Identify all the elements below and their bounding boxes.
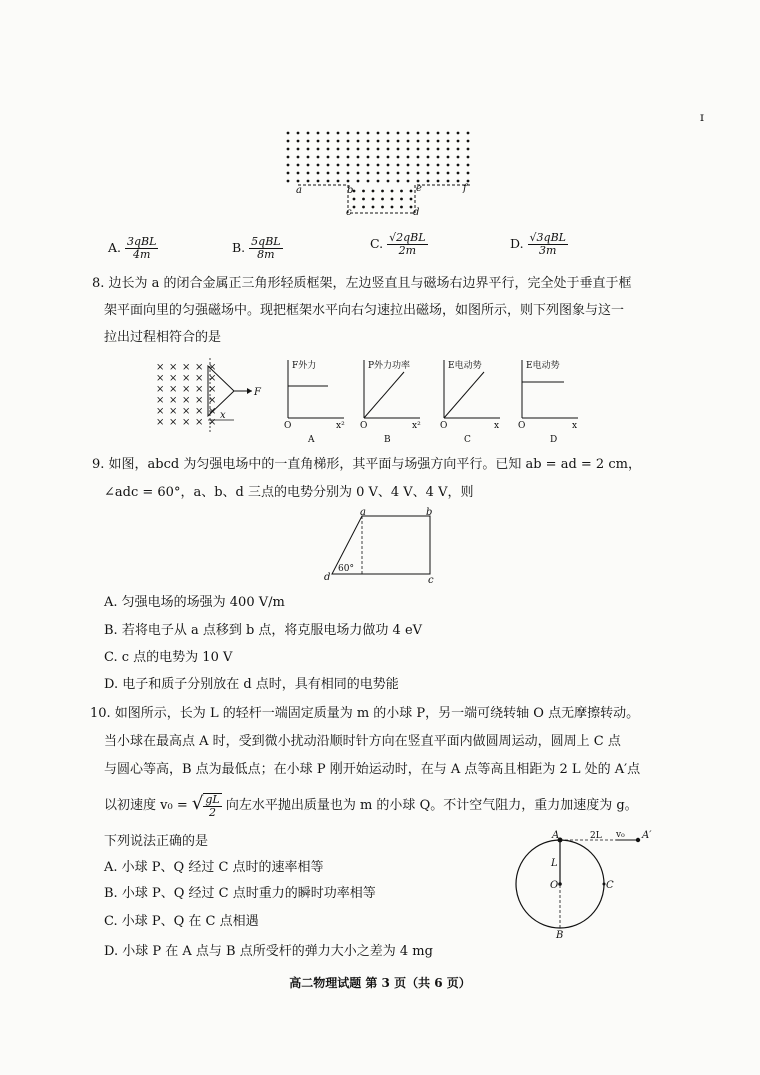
q10-line-3: 与圆心等高，B 点为最低点；在小球 P 刚开始运动时，在与 A 点等高且相距为 2 L 处的 A′点 [104, 762, 641, 777]
field-dot [357, 164, 360, 167]
svg-text:x: x [572, 421, 578, 431]
q8-graph-a [282, 356, 350, 444]
field-dot [317, 140, 320, 143]
svg-text:x²: x² [336, 421, 345, 431]
field-dot [287, 180, 290, 183]
field-dot [287, 140, 290, 143]
field-dot [427, 132, 430, 135]
svg-text:x²: x² [412, 421, 421, 431]
field-dot [407, 148, 410, 151]
field-cross: × [195, 406, 204, 417]
field-dot [367, 148, 370, 151]
label-B: B [556, 930, 564, 940]
q10-line-2: 当小球在最高点 A 时，受到微小扰动沿顺时针方向在竖直平面内做圆周运动，圆周上 C 点 [104, 734, 621, 749]
q8-line-2: 架平面向里的匀强磁场中。现把框架水平向右匀速拉出磁场，如图所示，则下列图象与这一 [104, 303, 625, 318]
label-a: a [360, 507, 366, 518]
field-dot [437, 172, 440, 175]
q8-line-3: 拉出过程相符合的是 [104, 330, 222, 345]
label-2L: 2L [590, 831, 602, 841]
graph-letter-c: C [464, 435, 471, 444]
svg-text:O: O [360, 421, 368, 431]
field-dot [417, 172, 420, 175]
field-dot [447, 132, 450, 135]
field-dot [427, 164, 430, 167]
field-dot [387, 172, 390, 175]
field-dot [447, 156, 450, 159]
field-dot [447, 140, 450, 143]
field-dot [407, 164, 410, 167]
field-dot [297, 140, 300, 143]
q9-line-2: ∠adc = 60°，a、b、d 三点的电势分别为 0 V、4 V、4 V，则 [104, 485, 474, 500]
field-dot [372, 206, 375, 209]
field-dot [357, 180, 360, 183]
field-dot [362, 190, 365, 193]
field-dot [357, 148, 360, 151]
field-cross: × [208, 373, 217, 384]
svg-text:E电动势: E电动势 [448, 361, 482, 371]
field-dot [417, 180, 420, 183]
q8-frame-figure [150, 358, 270, 432]
field-cross: × [169, 406, 178, 417]
q8-graph-d [516, 356, 584, 444]
field-dot [381, 206, 384, 209]
field-dot [347, 148, 350, 151]
field-dot [457, 132, 460, 135]
field-dot [307, 148, 310, 151]
field-dot [400, 206, 403, 209]
field-dot [397, 156, 400, 159]
label-b: b [347, 185, 354, 196]
field-dot [427, 172, 430, 175]
field-dot [467, 164, 470, 167]
field-dot [447, 172, 450, 175]
field-dot [407, 156, 410, 159]
field-cross: × [182, 373, 191, 384]
label-f: f [463, 183, 467, 194]
label-v0: v₀ [616, 830, 625, 840]
field-cross: × [195, 373, 204, 384]
field-dot [327, 180, 330, 183]
field-dot [317, 132, 320, 135]
field-dot [362, 206, 365, 209]
field-cross: × [169, 395, 178, 406]
field-dot [391, 190, 394, 193]
field-dot [367, 180, 370, 183]
q7-option-b: B. $\frac{\text{5qBL}}{8m}$ [232, 235, 281, 261]
field-dot [447, 148, 450, 151]
label-c: c [346, 207, 352, 218]
field-dot [407, 140, 410, 143]
field-dot [467, 180, 470, 183]
field-dot [377, 180, 380, 183]
field-dot [317, 172, 320, 175]
field-cross: × [156, 373, 165, 384]
field-dot [377, 172, 380, 175]
field-dot [437, 148, 440, 151]
field-dot [400, 198, 403, 201]
field-dot [367, 156, 370, 159]
field-dot [437, 180, 440, 183]
label-b: b [426, 507, 433, 518]
field-dot [297, 156, 300, 159]
field-dot [467, 148, 470, 151]
field-dot [307, 172, 310, 175]
field-dot [347, 140, 350, 143]
field-dot [457, 148, 460, 151]
field-cross: × [208, 395, 217, 406]
svg-text:E电动势: E电动势 [526, 361, 560, 371]
field-dot [467, 172, 470, 175]
field-dot [367, 172, 370, 175]
field-dot [400, 190, 403, 193]
field-dot [377, 164, 380, 167]
field-cross: × [208, 362, 217, 373]
field-dot [387, 164, 390, 167]
field-dot [357, 172, 360, 175]
q9-option-d: D. 电子和质子分别放在 d 点时，具有相同的电势能 [104, 677, 399, 692]
q10-circle-figure [510, 828, 670, 940]
field-dot [297, 148, 300, 151]
field-dot [357, 132, 360, 135]
field-dot [337, 132, 340, 135]
field-cross: × [208, 406, 217, 417]
field-dot [347, 164, 350, 167]
field-dot [457, 140, 460, 143]
field-dot [457, 180, 460, 183]
field-dot [357, 140, 360, 143]
field-dot [417, 132, 420, 135]
field-cross: × [182, 384, 191, 395]
field-cross: × [195, 362, 204, 373]
field-dot [377, 148, 380, 151]
q10-line-4: 以初速度 v₀ = √ $\frac{gL}{2}$ 向左水平抛出质量也为 m 的小球 Q。不计空气阻力，重力加速度为 g。 [104, 792, 638, 819]
field-dot [307, 140, 310, 143]
field-cross: × [195, 384, 204, 395]
field-dot [297, 132, 300, 135]
field-cross: × [169, 362, 178, 373]
q10-option-c: C. 小球 P、Q 在 C 点相遇 [104, 914, 259, 929]
field-dot [327, 164, 330, 167]
corner-mark: ɪ [700, 110, 704, 124]
x-label: x [220, 410, 226, 421]
field-dot [417, 140, 420, 143]
field-dot [417, 156, 420, 159]
field-dot [347, 172, 350, 175]
q10-line-5: 下列说法正确的是 [104, 834, 209, 849]
field-dot [457, 156, 460, 159]
label-c: c [428, 575, 434, 586]
field-dot [410, 198, 413, 201]
field-cross: × [182, 395, 191, 406]
label-C: C [606, 880, 614, 891]
q10-option-a: A. 小球 P、Q 经过 C 点时的速率相等 [104, 860, 324, 875]
field-dot [410, 206, 413, 209]
field-dot [317, 180, 320, 183]
field-dot [297, 180, 300, 183]
field-cross: × [156, 384, 165, 395]
angle-label: 60° [338, 564, 354, 574]
field-dot [427, 140, 430, 143]
field-dot [307, 164, 310, 167]
field-dot [377, 156, 380, 159]
field-dot [327, 148, 330, 151]
q10-option-b: B. 小球 P、Q 经过 C 点时重力的瞬时功率相等 [104, 886, 376, 901]
field-dot [397, 140, 400, 143]
field-dot [397, 180, 400, 183]
field-dot [397, 172, 400, 175]
field-cross: × [182, 406, 191, 417]
field-cross: × [182, 362, 191, 373]
field-dot [427, 180, 430, 183]
field-dot [353, 198, 356, 201]
field-dot [377, 132, 380, 135]
q9-option-c: C. c 点的电势为 10 V [104, 650, 233, 665]
q7-field-figure [270, 125, 490, 225]
field-dot [327, 156, 330, 159]
field-dot [417, 148, 420, 151]
field-dot [467, 132, 470, 135]
field-dot [437, 156, 440, 159]
field-cross: × [156, 406, 165, 417]
q9-option-a: A. 匀强电场的场强为 400 V/m [104, 595, 285, 610]
field-cross: × [208, 384, 217, 395]
field-cross: × [156, 395, 165, 406]
field-dot [353, 206, 356, 209]
field-dot [337, 148, 340, 151]
q7-option-a: A. $\frac{\text{3qBL}}{4m}$ [108, 235, 157, 261]
field-dot [391, 198, 394, 201]
field-dot [287, 164, 290, 167]
q9-option-b: B. 若将电子从 a 点移到 b 点，将克服电场力做功 4 eV [104, 623, 423, 638]
field-dot [317, 156, 320, 159]
field-dot [437, 132, 440, 135]
field-dot [397, 132, 400, 135]
field-dot [317, 164, 320, 167]
field-dot [362, 198, 365, 201]
field-dot [457, 164, 460, 167]
field-dot [467, 156, 470, 159]
field-crosses [156, 362, 216, 428]
field-dot [347, 132, 350, 135]
svg-text:O: O [284, 421, 292, 431]
field-dot [407, 172, 410, 175]
field-dot [387, 140, 390, 143]
field-dot [377, 140, 380, 143]
q8-graph-b [358, 356, 426, 444]
field-dot [447, 164, 450, 167]
label-d: d [413, 207, 420, 218]
field-dot [357, 156, 360, 159]
label-O: O [550, 880, 559, 891]
field-dot [437, 164, 440, 167]
force-label: F [254, 387, 261, 398]
label-e: e [416, 183, 422, 194]
field-dot [387, 132, 390, 135]
field-dot [437, 140, 440, 143]
field-dot [337, 140, 340, 143]
field-cross: × [195, 395, 204, 406]
q10-option-d: D. 小球 P 在 A 点与 B 点所受杆的弹力大小之差为 4 mg [104, 944, 433, 959]
page-footer: 高二物理试题 第 3 页（共 6 页） [289, 976, 471, 990]
field-dot [407, 132, 410, 135]
field-dot [337, 180, 340, 183]
field-dot [457, 172, 460, 175]
label-A-prime: A′ [642, 830, 652, 841]
field-dot [327, 140, 330, 143]
field-dot [387, 156, 390, 159]
field-dot [372, 190, 375, 193]
q7-option-c: C. $\frac{\text{√2qBL}}{2m}$ [370, 231, 426, 257]
field-dot [367, 164, 370, 167]
field-dot [372, 198, 375, 201]
field-dot [287, 156, 290, 159]
svg-text:x: x [494, 421, 500, 431]
graph-letter-d: D [550, 435, 558, 444]
field-dot [287, 172, 290, 175]
field-dot [317, 148, 320, 151]
field-cross: × [156, 362, 165, 373]
label-a: a [296, 185, 302, 196]
field-cross: × [169, 384, 178, 395]
field-dot [337, 172, 340, 175]
field-dot [307, 132, 310, 135]
field-dot [307, 156, 310, 159]
field-dot [397, 164, 400, 167]
field-cross: × [195, 417, 204, 428]
field-dot [297, 172, 300, 175]
svg-text:O: O [518, 421, 526, 431]
graph-letter-b: B [384, 435, 391, 444]
graph-letter-a: A [308, 435, 315, 444]
field-dot [387, 148, 390, 151]
svg-text:F外力: F外力 [292, 361, 317, 371]
field-dot [347, 156, 350, 159]
q9-line-1: 9. 如图，abcd 为匀强电场中的一直角梯形，其平面与场强方向平行。已知 ab = ad = 2 cm， [92, 457, 641, 472]
field-dot [427, 148, 430, 151]
field-dot [337, 164, 340, 167]
field-dot [397, 148, 400, 151]
field-dot [410, 190, 413, 193]
field-dot [467, 140, 470, 143]
field-dot [381, 190, 384, 193]
field-dot [391, 206, 394, 209]
field-dot [367, 140, 370, 143]
label-L: L [551, 858, 558, 869]
q9-trapezoid-figure [320, 506, 440, 586]
field-cross: × [169, 417, 178, 428]
field-dot [287, 148, 290, 151]
svg-text:P外力功率: P外力功率 [368, 361, 411, 371]
field-dot [327, 132, 330, 135]
svg-text:O: O [440, 421, 448, 431]
field-cross: × [208, 417, 217, 428]
field-dot [447, 180, 450, 183]
label-d: d [324, 572, 331, 583]
q7-option-d: D. $\frac{\text{√3qBL}}{3m}$ [510, 231, 566, 257]
label-A: A [552, 830, 560, 841]
field-dot [381, 198, 384, 201]
field-cross: × [182, 417, 191, 428]
field-cross: × [156, 417, 165, 428]
q8-graph-c [438, 356, 506, 444]
field-dot [297, 164, 300, 167]
field-dot [417, 164, 420, 167]
field-dot [347, 180, 350, 183]
q10-line-1: 10. 如图所示，长为 L 的轻杆一端固定质量为 m 的小球 P，另一端可绕转轴 O 点无摩擦转动。 [90, 706, 640, 721]
field-dot [307, 180, 310, 183]
field-dots [287, 132, 470, 209]
field-dot [287, 132, 290, 135]
field-dot [407, 180, 410, 183]
field-dot [337, 156, 340, 159]
field-dot [327, 172, 330, 175]
field-dot [367, 132, 370, 135]
field-dot [427, 156, 430, 159]
field-dot [387, 180, 390, 183]
field-cross: × [169, 373, 178, 384]
q8-line-1: 8. 边长为 a 的闭合金属正三角形轻质框架，左边竖直且与磁场右边界平行，完全处于垂直于框 [92, 276, 632, 291]
